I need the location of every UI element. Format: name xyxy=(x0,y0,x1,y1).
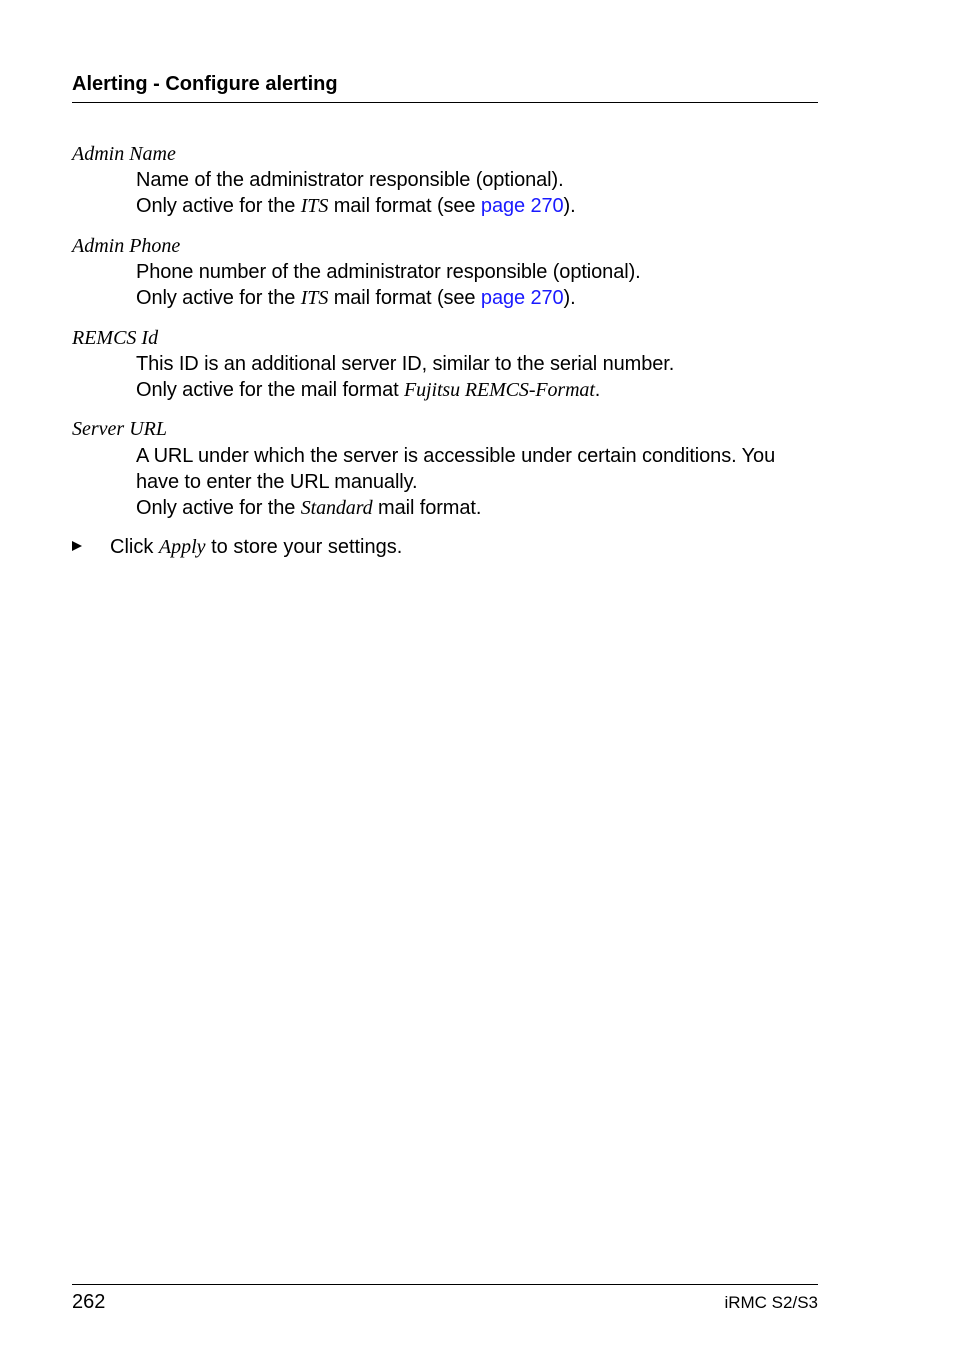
page-header-title: Alerting - Configure alerting xyxy=(72,73,338,95)
term-server-url: Server URL xyxy=(72,418,167,440)
term-admin-phone: Admin Phone xyxy=(72,235,181,257)
footer-rule xyxy=(72,1284,818,1285)
desc-line: This ID is an additional server ID, similar to the serial number. xyxy=(136,353,675,375)
apply-term: Apply xyxy=(158,536,206,558)
triangle-bullet-icon xyxy=(72,541,82,551)
desc-line: Only active for the mail format Fujitsu REMCS-Format. xyxy=(136,379,601,401)
desc-line: Phone number of the administrator responsible (optional). xyxy=(136,261,641,283)
desc-line: Name of the administrator responsible (optional). xyxy=(136,169,564,191)
desc-line: have to enter the URL manually. xyxy=(136,471,418,493)
page-number: 262 xyxy=(72,1291,106,1313)
desc-admin-name xyxy=(136,167,826,219)
desc-line: Only active for the ITS mail format (see page 270). xyxy=(136,195,576,217)
desc-line: Only active for the ITS mail format (see page 270). xyxy=(136,287,576,309)
product-name: iRMC S2/S3 xyxy=(724,1293,818,1312)
page-270-link[interactable]: page 270 xyxy=(480,195,564,217)
desc-admin-phone xyxy=(136,259,826,311)
page-270-link[interactable]: page 270 xyxy=(480,287,564,309)
desc-line: Only active for the Standard mail format. xyxy=(136,497,482,519)
desc-remcs-id xyxy=(136,351,826,403)
desc-server-url xyxy=(136,443,826,521)
term-remcs-id: REMCS Id xyxy=(72,327,159,349)
instruction-step: Click Apply to store your settings. xyxy=(72,534,402,560)
term-admin-name: Admin Name xyxy=(72,143,176,165)
desc-line: A URL under which the server is accessible under certain conditions. You xyxy=(136,445,776,467)
header-rule xyxy=(72,102,818,103)
